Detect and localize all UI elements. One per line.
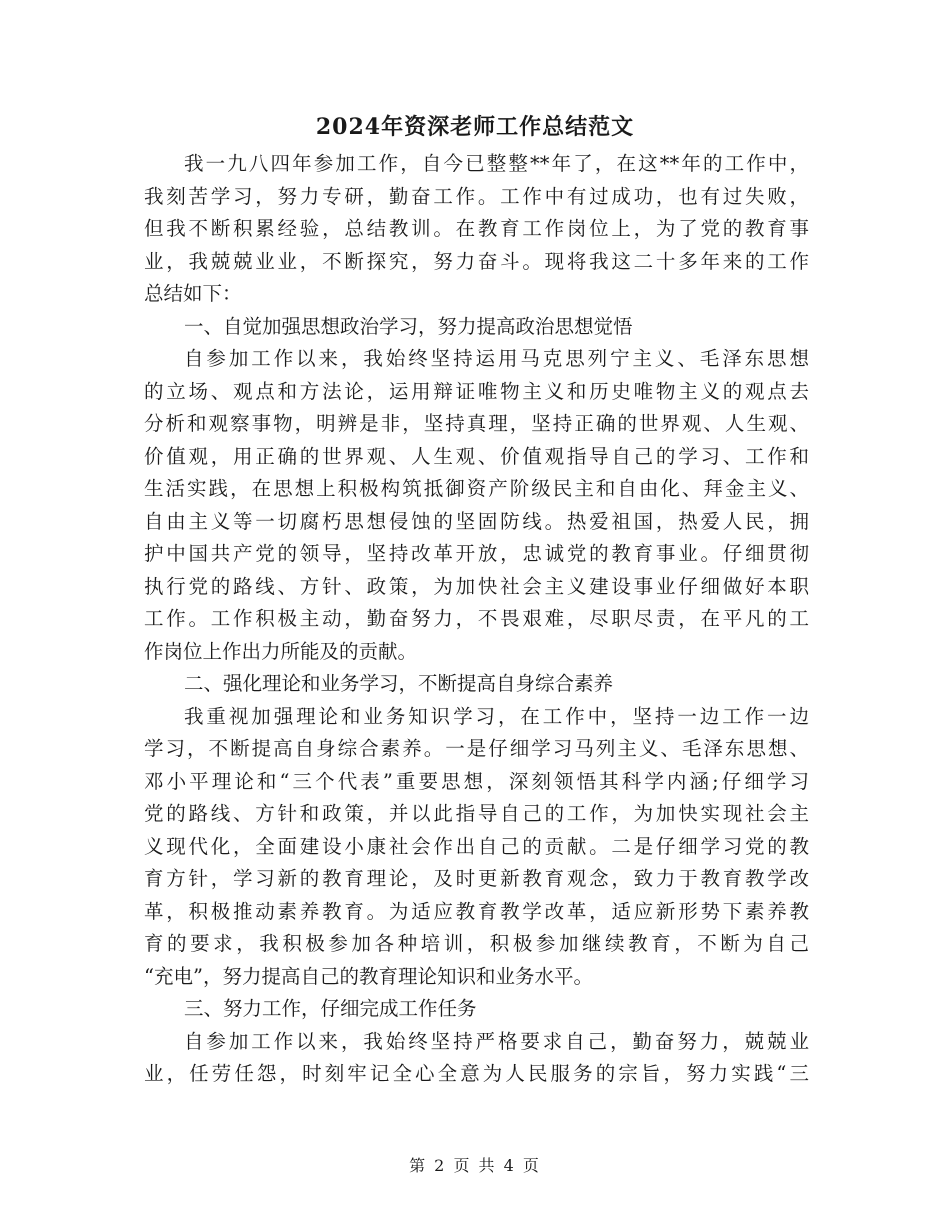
document-title: 2024年资深老师工作总结范文 xyxy=(315,114,635,140)
paragraph-line: 党的路线、方针和政策，并以此指导自己的工作，为加快实现社会主 xyxy=(144,802,809,825)
document-body xyxy=(144,148,809,1091)
paragraph-line: 自参加工作以来，我始终坚持运用马克思列宁主义、毛泽东思想 xyxy=(184,347,809,370)
paragraph-line: 学习，不断提高自身综合素养。一是仔细学习马列主义、毛泽东思想、 xyxy=(144,737,809,760)
paragraph-line: 价值观，用正确的世界观、人生观、价值观指导自己的学习、工作和 xyxy=(144,444,809,468)
section-heading: 二、强化理论和业务学习，不断提高自身综合素养 xyxy=(184,672,614,695)
paragraph-line: 革，积极推动素养教育。为适应教育教学改革，适应新形势下素养教 xyxy=(144,899,809,923)
paragraph-line: 的立场、观点和方法论，运用辩证唯物主义和历史唯物主义的观点去 xyxy=(144,379,809,403)
paragraph-line: 护中国共产党的领导，坚持改革开放，忠诚党的教育事业。仔细贯彻 xyxy=(144,542,809,565)
paragraph-line: 总结如下： xyxy=(144,282,242,305)
paragraph-line: 作岗位上作出力所能及的贡献。 xyxy=(144,639,418,663)
paragraph-line: 义现代化，全面建设小康社会作出自己的贡献。二是仔细学习党的教 xyxy=(144,834,809,858)
paragraph-line: 邓小平理论和“三个代表”重要思想，深刻领悟其科学内涵;仔细学习 xyxy=(144,769,809,793)
paragraph-line: 生活实践，在思想上积极构筑抵御资产阶级民主和自由化、拜金主义、 xyxy=(144,477,809,500)
paragraph-line: “充电”，努力提高自己的教育理论知识和业务水平。 xyxy=(144,964,593,988)
paragraph-line: 育的要求，我积极参加各种培训，积极参加继续教育，不断为自己 xyxy=(144,932,809,955)
paragraph-line: 工作。工作积极主动，勤奋努力，不畏艰难，尽职尽责，在平凡的工 xyxy=(144,607,809,630)
page-number-footer: 第 2 页 共 4 页 xyxy=(409,1156,541,1175)
paragraph-line: 自由主义等一切腐朽思想侵蚀的坚固防线。热爱祖国，热爱人民，拥 xyxy=(144,509,809,533)
paragraph-line: 业，任劳任怨，时刻牢记全心全意为人民服务的宗旨，努力实践“三 xyxy=(144,1062,809,1085)
paragraph-line: 业，我兢兢业业，不断探究，努力奋斗。现将我这二十多年来的工作 xyxy=(144,249,809,273)
paragraph-line: 自参加工作以来，我始终坚持严格要求自己，勤奋努力，兢兢业 xyxy=(184,1029,809,1053)
paragraph-line: 我刻苦学习，努力专研，勤奋工作。工作中有过成功，也有过失败， xyxy=(144,184,809,208)
paragraph-line: 我重视加强理论和业务知识学习，在工作中，坚持一边工作一边 xyxy=(184,704,809,728)
paragraph-line: 育方针，学习新的教育理论，及时更新教育观念，致力于教育教学改 xyxy=(144,867,809,890)
paragraph-line: 但我不断积累经验，总结教训。在教育工作岗位上，为了党的教育事 xyxy=(144,217,809,240)
paragraph-line: 执行党的路线、方针、政策，为加快社会主义建设事业仔细做好本职 xyxy=(144,574,809,598)
paragraph-line: 我一九八四年参加工作，自今已整整**年了，在这**年的工作中， xyxy=(184,152,809,175)
paragraph-line: 分析和观察事物，明辨是非，坚持真理，坚持正确的世界观、人生观、 xyxy=(144,412,809,435)
section-heading: 一、自觉加强思想政治学习，努力提高政治思想觉悟 xyxy=(184,314,633,338)
section-heading: 三、努力工作，仔细完成工作任务 xyxy=(184,997,477,1020)
